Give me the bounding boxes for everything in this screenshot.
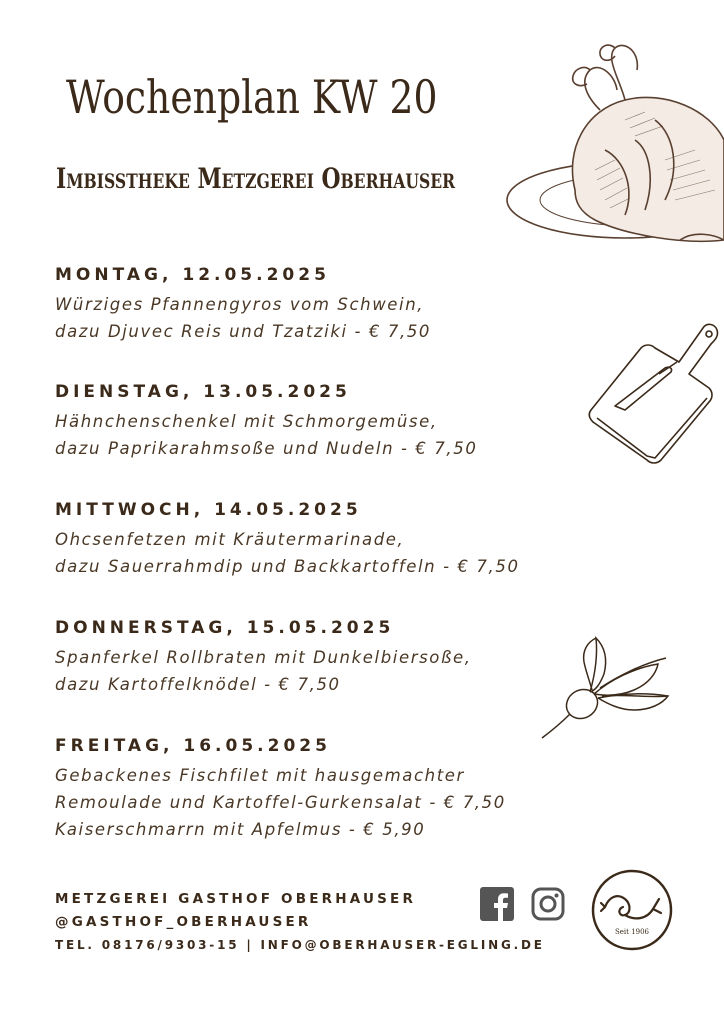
roast-chicken-illustration — [505, 40, 724, 260]
day-tuesday — [55, 382, 575, 462]
page-subtitle: Imbisstheke Metzgerei Oberhauser — [56, 162, 456, 195]
dish-line: Hähnchenschenkel mit Schmorgemüse, — [55, 412, 438, 431]
dish-line: Spanferkel Rollbraten mit Dunkelbiersoße, — [55, 648, 472, 667]
post-horn-logo — [591, 869, 673, 951]
day-friday — [55, 736, 575, 843]
dish-line: dazu Sauerrahmdip und Backkartoffeln - € 7,50 — [55, 557, 520, 576]
page-title: Wochenplan KW 20 — [66, 70, 438, 124]
dish-line: Gebackenes Fischfilet mit hausgemachter — [55, 766, 465, 785]
business-name: METZGEREI GASTHOF OBERHAUSER — [55, 891, 417, 907]
facebook-icon[interactable] — [480, 887, 514, 921]
dish-line: Kaiserschmarrn mit Apfelmus - € 5,90 — [55, 820, 426, 839]
dish-line: dazu Paprikarahmsoße und Nudeln - € 7,50 — [55, 439, 478, 458]
dish-line: Ohcsenfetzen mit Kräutermarinade, — [55, 530, 405, 549]
dish-line: dazu Kartoffelknödel - € 7,50 — [55, 675, 341, 694]
footer — [55, 888, 545, 957]
cutting-board-knife-illustration — [585, 318, 721, 468]
day-wednesday — [55, 500, 575, 580]
contact-line[interactable]: TEL. 08176/9303-15 | INFO@OBERHAUSER-EGLING.DE — [55, 938, 545, 952]
day-heading: MITTWOCH, 14.05.2025 — [55, 500, 362, 520]
day-monday — [55, 265, 575, 345]
instagram-icon[interactable] — [531, 887, 565, 921]
day-heading: FREITAG, 16.05.2025 — [55, 736, 331, 756]
dish-line: Würziges Pfannengyros vom Schwein, — [55, 295, 425, 314]
day-heading: DIENSTAG, 13.05.2025 — [55, 382, 351, 402]
logo-caption: Seit 1906 — [614, 928, 650, 936]
day-heading: DONNERSTAG, 15.05.2025 — [55, 618, 395, 638]
social-handle[interactable]: @GASTHOF_OBERHAUSER — [55, 914, 312, 930]
day-thursday — [55, 618, 575, 698]
day-heading: MONTAG, 12.05.2025 — [55, 265, 330, 285]
dish-line: Remoulade und Kartoffel-Gurkensalat - € 7,50 — [55, 793, 506, 812]
dish-line: dazu Djuvec Reis und Tzatziki - € 7,50 — [55, 322, 432, 341]
